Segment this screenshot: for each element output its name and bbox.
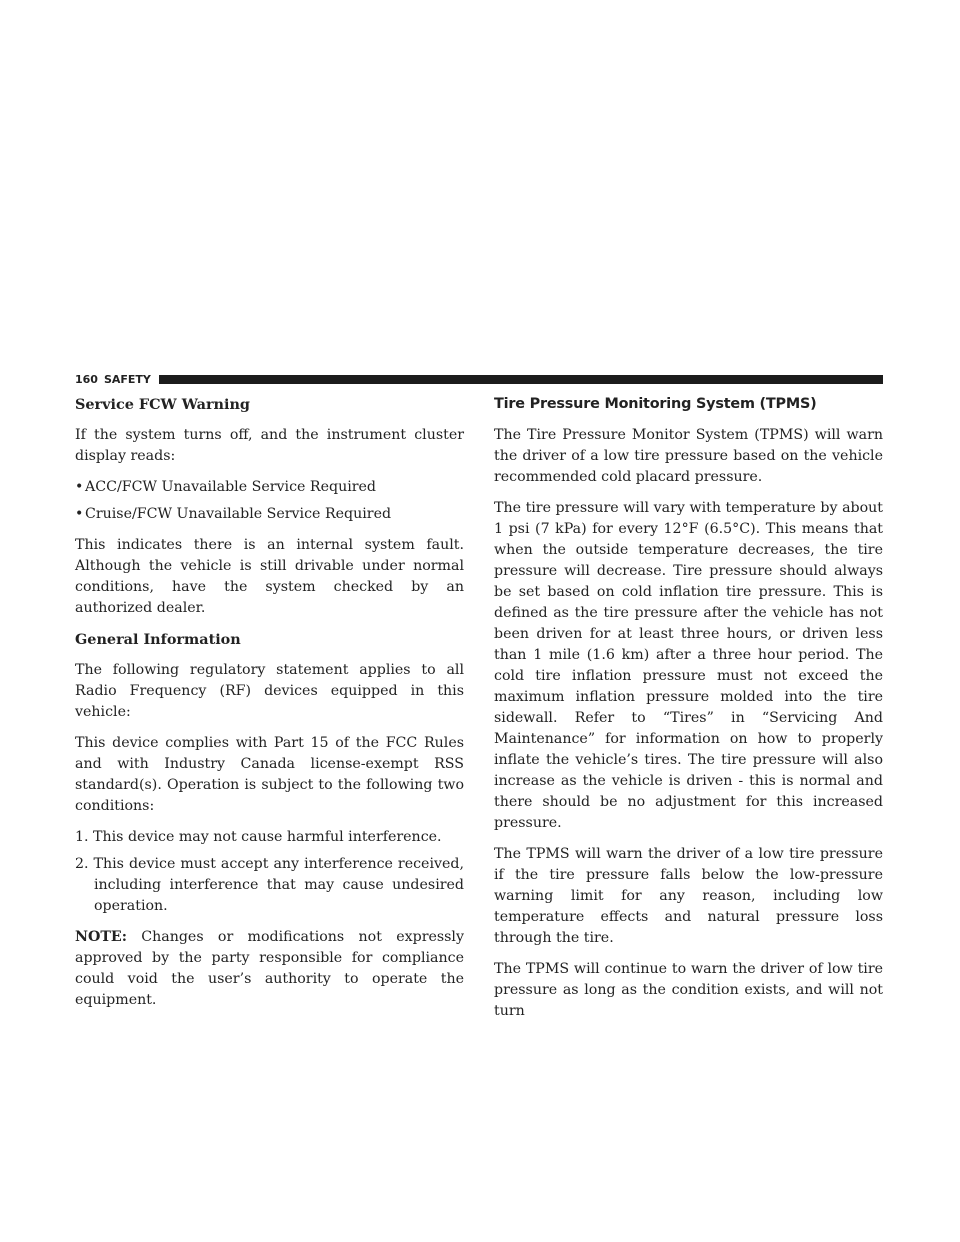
general-paragraph-1: The following regulatory statement applies to all Radio Frequency (RF) devices equipped in this vehicle: <box>75 662 464 720</box>
list-item <box>75 504 464 525</box>
list-item <box>75 477 464 498</box>
page-header <box>75 372 883 386</box>
page-number: 160 <box>75 372 98 386</box>
bullet-icon: • <box>75 479 84 495</box>
tpms-paragraph-3: The TPMS will warn the driver of a low tire pressure if the tire pressure falls below the low-pressure warning limit for any reason, including low temperature effects and natural pressure loss through the tire. <box>494 846 883 946</box>
list-item: 2. This device must accept any interference received, including interference that may cause undesired operation. <box>75 856 464 914</box>
warning-message-list <box>75 477 464 525</box>
note-text: Changes or modifications not expressly approved by the party responsible for compliance could void the user’s authority to operate the equipment. <box>75 929 464 1008</box>
tpms-paragraph-4: The TPMS will continue to warn the driver of low tire pressure as long as the condition exists, and will not turn <box>494 961 883 1019</box>
note-paragraph <box>75 927 464 1011</box>
tpms-paragraph-2: The tire pressure will vary with temperature by about 1 psi (7 kPa) for every 12°F (6.5°C). This means that when the outside temperature decreases, the tire pressure will decrease. Tire pressure should always be set based on cold inflation tire pressure. This is defined as the tire pressure after the vehicle has not been driven for at least three hours, or driven less than 1 mile (1.6 km) after a three hour period. The cold tire inflation pressure must not exceed the maximum inflation pressure molded into the tire sidewall. Refer to “Tires” in “Servicing And Maintenance” for information on how to properly inflate the vehicle’s tires. The tire pressure will also increase as the vehicle is driven - this is normal and there should be no adjustment for this increased pressure. <box>494 500 883 831</box>
bullet-text: Cruise/FCW Unavailable Service Required <box>85 506 392 522</box>
service-intro-paragraph: If the system turns off, and the instrument cluster display reads: <box>75 427 464 464</box>
conditions-list <box>75 827 464 917</box>
tpms-heading: Tire Pressure Monitoring System (TPMS) <box>494 396 817 412</box>
right-column <box>494 394 883 1032</box>
general-information-heading: General Information <box>75 631 241 648</box>
service-fcw-heading: Service FCW Warning <box>75 396 250 413</box>
general-paragraph-2: This device complies with Part 15 of the FCC Rules and with Industry Canada license-exempt RSS standard(s). Operation is subject to the following two conditions: <box>75 735 464 814</box>
note-label: NOTE: <box>75 929 127 945</box>
bullet-icon: • <box>75 506 84 522</box>
header-rule <box>159 375 883 384</box>
bullet-text: ACC/FCW Unavailable Service Required <box>85 479 377 495</box>
tpms-paragraph-1: The Tire Pressure Monitor System (TPMS) will warn the driver of a low tire pressure based on the vehicle recommended cold placard pressure. <box>494 427 883 485</box>
section-title: SAFETY <box>103 372 151 386</box>
left-column <box>75 394 464 1021</box>
list-item: 1. This device may not cause harmful interference. <box>75 829 442 845</box>
service-body-paragraph: This indicates there is an internal system fault. Although the vehicle is still drivable under normal conditions, have the system checked by an authorized dealer. <box>75 537 464 616</box>
